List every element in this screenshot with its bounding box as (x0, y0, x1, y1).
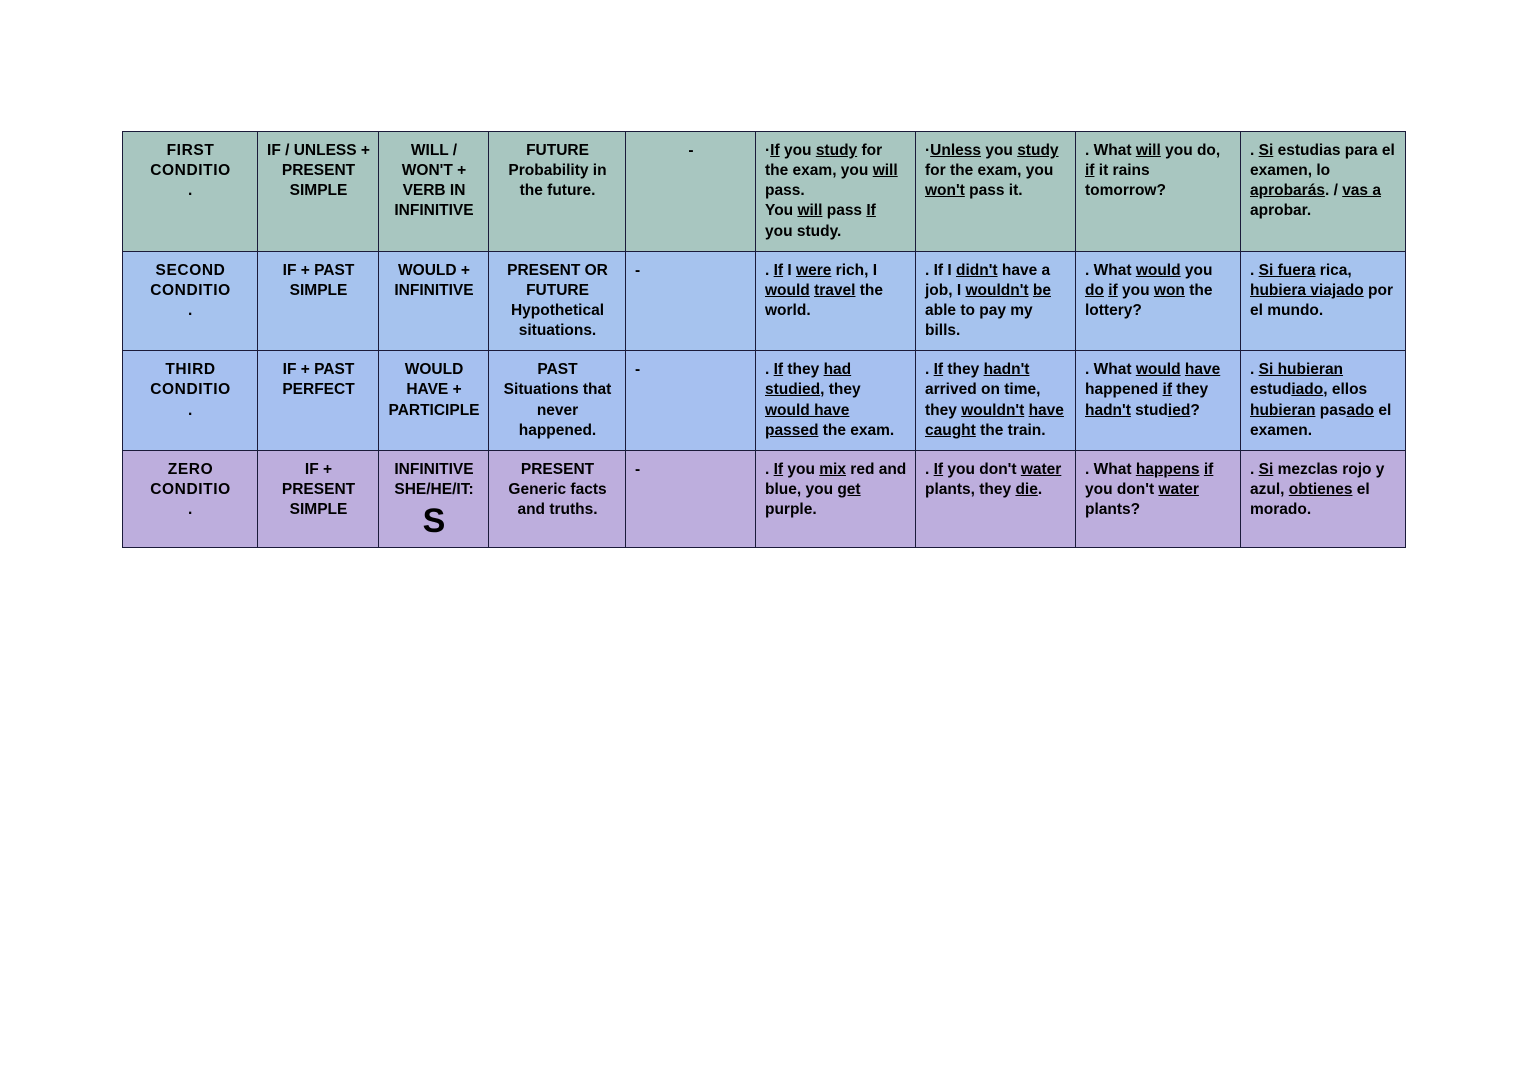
negative-example-first: ·Unless you study for the exam, you won't pass it. (916, 132, 1076, 252)
use-detail-second: Hypothetical situations. (510, 301, 604, 340)
main-clause-first: WILL / WON'T + VERB IN INFINITIVE (379, 132, 489, 252)
use-heading-third: PAST (537, 361, 578, 379)
use-detail-first: Probability in the future. (508, 162, 607, 200)
use-detail-third: Situations that never happened. (503, 381, 612, 439)
use-heading-first: FUTURE (526, 142, 589, 159)
use-second (489, 251, 626, 351)
row-title-line2: CONDITIO (150, 480, 231, 498)
use-zero (489, 450, 626, 547)
use-third (489, 351, 626, 451)
table-row-first-conditional (123, 132, 1406, 252)
row-title-line3: . (188, 182, 193, 200)
row-title-line2: CONDITIO (150, 381, 231, 399)
question-example-first: . What will you do, if it rains tomorrow? (1076, 132, 1241, 252)
row-title-second (123, 251, 258, 351)
main-clause-second: WOULD + INFINITIVE (379, 251, 489, 351)
spanish-example-second: . Si fuera rica, hubiera viajado por el mundo. (1241, 251, 1406, 351)
row-title-line3: . (188, 501, 193, 519)
question-example-third: . What would have happened if they hadn't studied? (1076, 351, 1241, 451)
row-title-third (123, 351, 258, 451)
table-row-second-conditional (123, 251, 1406, 351)
row-title-line3: . (188, 301, 193, 319)
if-clause-third: IF + PAST PERFECT (258, 351, 379, 451)
row-title-line2: CONDITIO (150, 281, 231, 299)
row-title-line1: ZERO (167, 460, 214, 478)
negative-example-second: . If I didn't have a job, I wouldn't be able to pay my bills. (916, 251, 1076, 351)
use-heading-zero: PRESENT (520, 460, 595, 478)
use-heading-second: PRESENT OR FUTURE (507, 261, 608, 299)
affirmative-example-zero: . If you mix red and blue, you get purple. (756, 450, 916, 547)
spanish-example-first: . Si estudias para el examen, lo aprobarás. / vas a aprobar. (1241, 132, 1406, 252)
row-title-line3: . (188, 401, 193, 419)
row-title-line1: FIRST (166, 142, 215, 159)
table-row-zero-conditional (123, 450, 1406, 547)
question-example-second: . What would you do if you won the lottery? (1076, 251, 1241, 351)
affirmative-example-first: ·If you study for the exam, you will pass. You will pass If you study. (756, 132, 916, 252)
affirmative-example-third: . If they had studied, they would have passed the exam. (756, 351, 916, 451)
if-clause-second: IF + PAST SIMPLE (258, 251, 379, 351)
conditionals-table (122, 131, 1406, 548)
affirmative-example-second: . If I were rich, I would travel the world. (756, 251, 916, 351)
use-first (489, 132, 626, 252)
table-row-third-conditional (123, 351, 1406, 451)
main-clause-zero-emphasis: S (422, 502, 446, 541)
if-clause-zero: IF + PRESENT SIMPLE (258, 450, 379, 547)
question-example-zero: . What happens if you don't water plants? (1076, 450, 1241, 547)
spacer-second: - (626, 251, 756, 351)
use-detail-zero: Generic facts and truths. (508, 480, 607, 519)
spacer-zero: - (626, 450, 756, 547)
if-clause-first: IF / UNLESS + PRESENT SIMPLE (258, 132, 379, 252)
spanish-example-third: . Si hubieran estudiado, ellos hubieran pasado el examen. (1241, 351, 1406, 451)
main-clause-zero (379, 450, 489, 547)
row-title-line1: SECOND (155, 261, 226, 279)
main-clause-third: WOULD HAVE + PARTICIPLE (379, 351, 489, 451)
row-title-zero (123, 450, 258, 547)
row-title-line1: THIRD (165, 361, 216, 379)
spacer-third: - (626, 351, 756, 451)
negative-example-third: . If they hadn't arrived on time, they wouldn't have caught the train. (916, 351, 1076, 451)
main-clause-zero-text: INFINITIVE SHE/HE/IT: (394, 460, 474, 498)
row-title-first (123, 132, 258, 252)
row-title-line2: CONDITIO (150, 162, 231, 180)
spacer-first: - (626, 132, 756, 252)
negative-example-zero: . If you don't water plants, they die. (916, 450, 1076, 547)
spanish-example-zero: . Si mezclas rojo y azul, obtienes el morado. (1241, 450, 1406, 547)
